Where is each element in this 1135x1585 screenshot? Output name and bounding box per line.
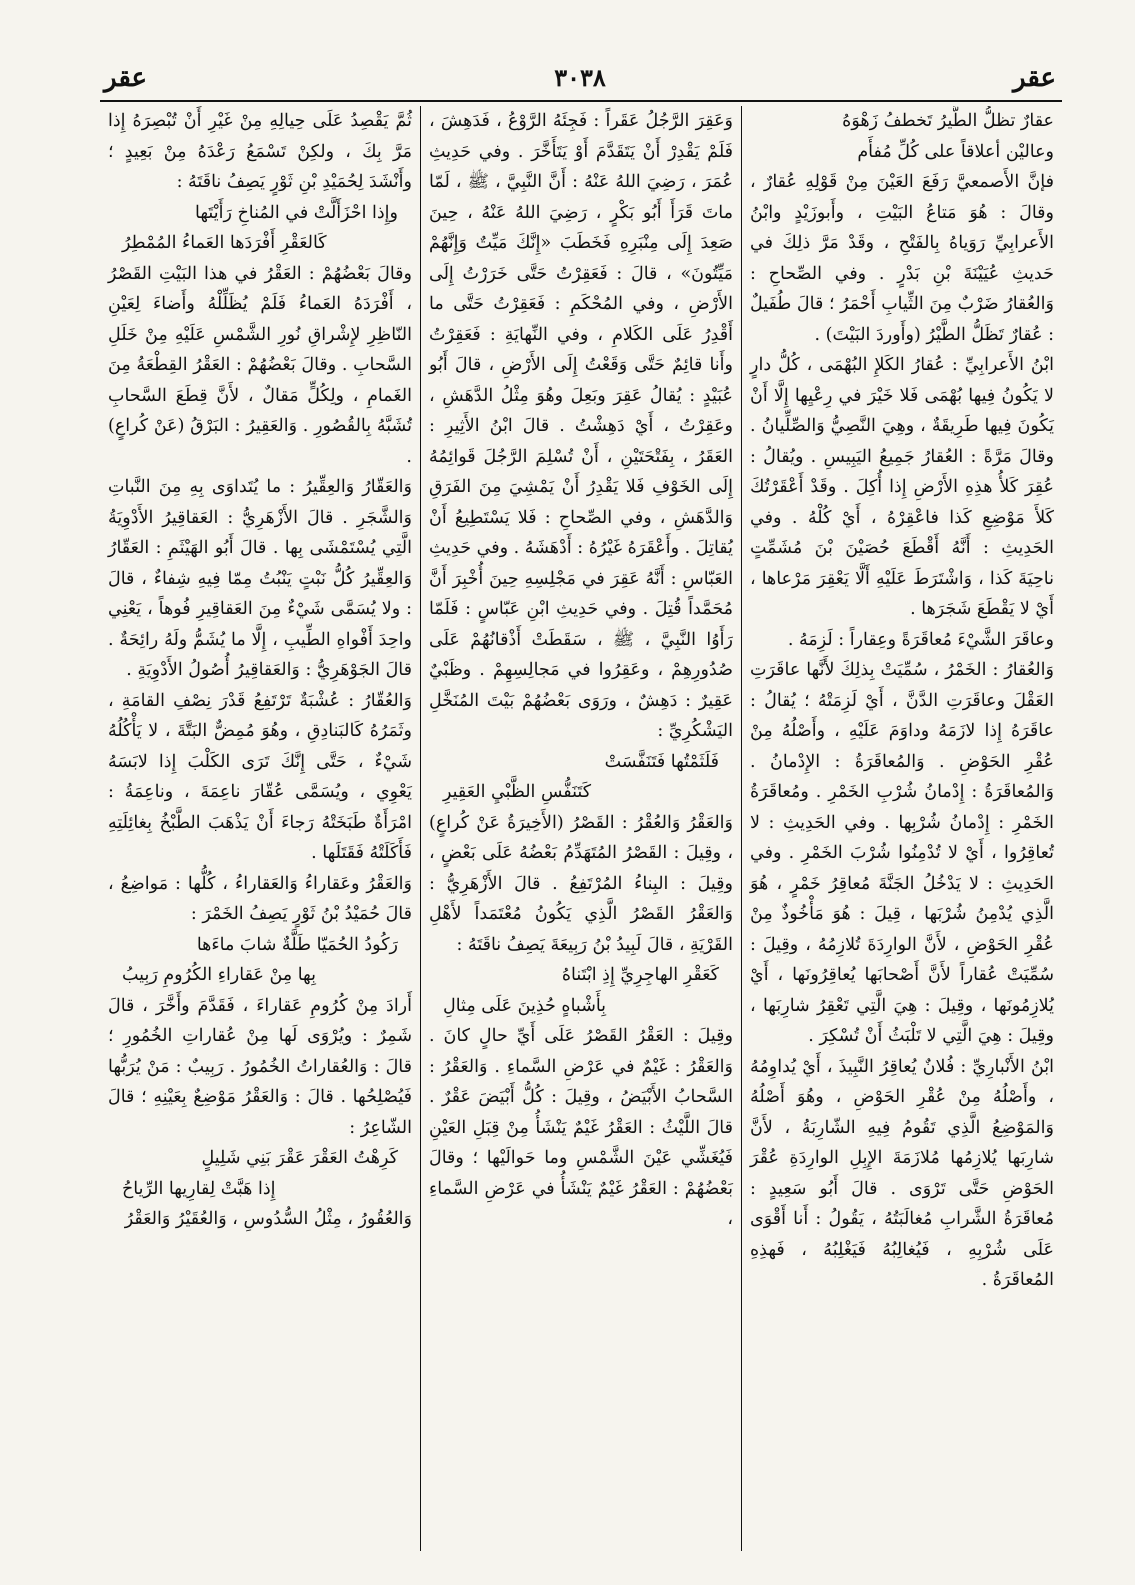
verse-second-hemistich: بِأَشْباهٍ حُذِينَ عَلَى مِثالِ (443, 995, 607, 1016)
running-headword-right: عقر (1012, 63, 1056, 93)
page-header (100, 58, 1060, 102)
entry-paragraph: وَالعَقّارُ وَالعِقِّيرُ : ما يُتَداوَى بِهِ مِنَ النَّباتِ وَالشَّجَرِ . قالَ الأَزْهَرِيُّ : العَقاقِيرُ الأَدْوِيَةُ الَّتِي يُسْتَمْشَى بِها . قالَ أَبُو الهَيْثَمِ : العَقّارُ وَالعِقِّيرُ كُلُّ نَبْتٍ يَنْبُتُ مِمّا فِيهِ شِفاءٌ ، قالَ : ولا يُسَمَّى شَيْءٌ مِنَ العَقاقِيرِ فُوهاً ، يَعْنِي واحِدَ أَفْواهِ الطِّيبِ ، إِلَّا ما يُشَمُّ ولَهُ رائِحَةٌ . قالَ الجَوْهَرِيُّ : وَالعَقاقِيرُ أُصُولُ الأَدْوِيَةِ . (108, 477, 412, 680)
column-middle (421, 106, 741, 1556)
verse (429, 960, 733, 1021)
entry-paragraph: وَالعَقْرُ وَالعُقْرُ : القَصْرُ (الأَخِيرَةُ عَنْ كُراعٍ) ، وقِيلَ : القَصْرُ المُتَهَدِّمُ بَعْضُهُ عَلَى بَعْضٍ ، وقِيلَ : البِناءُ المُرْتَفِعُ . قالَ الأَزْهَرِيُّ : وَالعَقْرُ القَصْرُ الَّذِي يَكُونُ مُعْتَمَداً لأَهْلِ القَرْيَةِ ، قالَ لَبِيدُ بْنُ رَبِيعَةَ يَصِفُ ناقَتَهُ : (429, 812, 733, 955)
verse-first-hemistich: وإِذا احْزَأَلَّتْ في المُناخِ رَأَيْتَها (195, 202, 398, 223)
entry-paragraph: وَالعَقْرُ وعَقاراءُ وَالعَقاراءُ ، كُلُّها : مَواضِعُ ، قالَ حُمَيْدُ بْنُ ثَوْرٍ يَصِفُ الخَمْرَ : (108, 873, 412, 924)
verse-first-hemistich: كَرِهْتُ العَقْرَ عَقْرَ بَنِي شَلِيلٍ (201, 1148, 398, 1168)
entry-paragraph: وَالعُقّارُ : عُشْبَةٌ تَرْتَفِعُ قَدْرَ نِصْفِ القامَةِ ، وثَمَرُهُ كَالبَنادِقِ ، وهُوَ مُمِضٌّ البَتَّةَ ، لا يَأْكُلُهُ شَيْءٌ ، حَتَّى إِنَّكَ تَرَى الكَلْبَ إِذا لابَسَهُ يَعْوِي ، ويُسَمَّى عُقّارَ ناعِمَةَ ، وناعِمَةُ : امْرَأَةٌ طَبَخَتْهُ رَجاءَ أَنْ يَذْهَبَ الطَّبْخُ بِغائِلَتِهِ فَأَكَلَتْهُ فَقَتَلَها . (108, 690, 412, 863)
running-headword-left: عقر (104, 63, 148, 93)
entry-paragraph: عقارٌ تظلُّ الطَّيرُ تَخطفُ زَهْوَهُ (842, 111, 1054, 131)
column-left (100, 106, 420, 1556)
verse-first-hemistich: فَلَثَمْتُها فَتَنَفَّسَتْ (604, 751, 719, 772)
verse (108, 198, 412, 259)
verse (429, 747, 733, 808)
verse-second-hemistich: كَتَنَفُّسِ الظَّبْيِ العَقِيرِ (443, 782, 592, 802)
verse-second-hemistich: إِذا هَبَّتْ لِقارِيها الرِّياحُ (122, 1178, 276, 1199)
entry-paragraph: ابْنُ الأَعرابِيِّ : عُقارُ الكَلإِ البُهْمَى ، كُلُّ دارٍ لا يَكُونُ فِيها بُهْمَى فَلا خَيْرَ في رِعْيِها إِلَّا أَنْ يَكُونَ فِيها طَرِيقَةٌ ، وهِيَ النَّصِيُّ وَالصِّلِّيانُ . وقالَ مَرَّةً : العُقارُ جَمِيعُ اليَبِيسِ . ويُقالُ : عُقِرَ كَلأُ هذِهِ الأَرْضِ إِذا أُكِلَ . وقَدْ أَعْقَرْتُكَ كَلأَ مَوْضِعِ كَذا فاعْقِرْهُ ، أَيْ كُلْهُ . وفي الحَدِيثِ : أَنَّهُ أَقْطَعَ حُصَيْنَ بْنَ مُشَمِّتٍ ناحِيَةَ كَذا ، وَاشْتَرَطَ عَلَيْهِ أَلَّا يَعْقِرَ مَرْعاها ، أَيْ لا يَقْطَعَ شَجَرَها . (750, 355, 1054, 619)
entry-paragraph: وعاليْن أعلاقاً على كُلِّ مُفأَم (857, 141, 1054, 162)
entry-paragraph: ثُمَّ يَقْصِدُ عَلَى حِيالِهِ مِنْ غَيْرِ أَنْ تُبْصِرَهُ إِذا مَرَّ بِكَ ، ولكِنْ تَسْمَعُ رَعْدَهُ مِنْ بَعِيدٍ ؛ وأَنْشَدَ لِحُمَيْدِ بْنِ ثَوْرٍ يَصِفُ ناقَتَهُ : (108, 111, 412, 192)
page-number: ٣٠٣٨ (554, 63, 606, 92)
header-rule (100, 100, 1062, 102)
entry-paragraph: ابْنُ الأَنْبارِيِّ : فُلانٌ يُعاقِرُ النَّبِيذَ ، أَيْ يُداوِمُهُ ، وأَصْلُهُ مِنْ عُقْرِ الحَوْضِ ، وهُوَ أَصْلُهُ وَالمَوْضِعُ الَّذِي تَقُومُ فِيهِ الشّارِبَةُ ، لأَنَّ شارِبَها يُلازِمُها مُلازَمَةَ الإِبِلِ الوارِدَةِ عُقْرَ الحَوْضِ حَتَّى تَرْوَى . قالَ أَبُو سَعِيدٍ : مُعاقَرَةُ الشَّرابِ مُغالَبَتُهُ ، يَقُولُ : أَنا أَقْوَى عَلَى شُرْبِهِ ، فَيُغالِبُهُ فَيَغْلِبُهُ ، فَهذِهِ المُعاقَرَةُ . (750, 1056, 1054, 1290)
verse (108, 1143, 412, 1204)
entry-paragraph: وقالَ بَعْضُهُمْ : العَقْرُ في هذا البَيْتِ القَصْرُ ، أَفْرَدَهُ العَماءُ فَلَمْ يُظَلِّلْهُ وأَضاءَ لِعَيْنِ النّاظِرِ لإِشْراقِ نُورِ الشَّمْسِ عَلَيْهِ مِنْ خَلَلِ السَّحابِ . وقالَ بَعْضُهُمْ : العَقْرُ القِطْعَةُ مِنَ الغَمامِ ، ولِكُلٍّ مَقالٌ ، لأَنَّ قِطَعَ السَّحابِ تُشَبَّهُ بِالقُصُورِ . وَالعَقِيرُ : البَرْقُ (عَنْ كُراعٍ) . (108, 263, 412, 467)
verse-first-hemistich: كَعَقْرِ الهاجِرِيِّ إِذِ ابْتَناهُ (561, 965, 719, 985)
entry-paragraph: وعاقَرَ الشَّيْءَ مُعاقَرَةً وعِقاراً : لَزِمَهُ . (787, 629, 1054, 650)
entry-paragraph: وَعَقِرَ الرَّجُلُ عَقَراً : فَجِئَهُ الرَّوْعُ ، فَدَهِشَ ، فَلَمْ يَقْدِرْ أَنْ يَتَقَدَّمَ أَوْ يَتَأَخَّرَ . وفي حَدِيثِ عُمَرَ ، رَضِيَ اللهُ عَنْهُ : أَنَّ النَّبِيَّ ، ﷺ ، لَمّا ماتَ قَرَأَ أَبُو بَكْرٍ ، رَضِيَ اللهُ عَنْهُ ، حِينَ صَعِدَ إِلَى مِنْبَرِهِ فَخَطَبَ «إِنَّكَ مَيِّتٌ وَإِنَّهُمْ مَيِّتُونَ» ، قالَ : فَعَقِرْتُ حَتَّى خَرَرْتُ إِلَى الأَرْضِ ، وفي المُحْكَمِ : فَعَقِرْتُ حَتَّى ما أَقْدِرُ عَلَى الكَلامِ ، وفي النِّهايَةِ : فَعَقِرْتُ وأَنا قائِمٌ حَتَّى وَقَعْتُ إِلَى الأَرْضِ ، قالَ أَبُو عُبَيْدٍ : يُقالُ عَقِرَ وبَعِلَ وهُوَ مِثْلُ الدَّهَشِ ، وعَقِرْتُ ، أَيْ دَهِشْتُ . قالَ ابْنُ الأَثِيرِ : العَقَرُ ، بِفَتْحَتَيْنِ ، أَنْ تُسْلِمَ الرَّجُلَ قَوائِمُهُ إِلَى الخَوْفِ فَلا يَقْدِرُ أَنْ يَمْشِيَ مِنَ الفَرَقِ وَالدَّهَشِ ، وفي الصِّحاحِ : فَلا يَسْتَطِيعُ أَنْ يُقاتِلَ . وأَعْقَرَهُ غَيْرُهُ : أَدْهَشَهُ . وفي حَدِيثِ العَبّاسِ : أَنَّهُ عَقِرَ في مَجْلِسِهِ حِينَ أُخْبِرَ أَنَّ مُحَمَّداً قُتِلَ . وفي حَدِيثِ ابْنِ عَبّاسٍ : فَلَمّا رَأَوُا النَّبِيَّ ، ﷺ ، سَقَطَتْ أَذْقانُهُمْ عَلَى صُدُورِهِمْ ، وعَقِرُوا في مَجالِسِهِمْ . وظَبْيٌ عَقِيرٌ : دَهِشٌ ، ورَوَى بَعْضُهُمْ بَيْتَ المُنَخَّلِ اليَشْكُرِيِّ : (429, 111, 733, 741)
entry-paragraph: أَرادَ مِنْ كُرُومِ عَقاراءَ ، فَقَدَّمَ وأَخَّرَ ، قالَ شَمِرٌ : ويُرْوَى لَها مِنْ عُقاراتِ الخُمُورِ ؛ قالَ : وَالعُقاراتُ الخُمُورُ . رَبِيبٌ : مَنْ يُرَبُّها فَيُصْلِحُها . قالَ : وَالعَقْرُ مَوْضِعٌ بِعَيْنِهِ ؛ قالَ الشّاعِرُ : (108, 995, 412, 1138)
verse-second-hemistich: بِها مِنْ عَقاراءِ الكُرُومِ رَبِيبُ (122, 965, 316, 985)
entry-paragraph: وَالعُقُورُ ، مِثْلُ السُّدُوسِ ، وَالعُقَيْرُ وَالعَقْرُ (124, 1209, 412, 1229)
entry-paragraph: وقِيلَ : العَقْرُ القَصْرُ عَلَى أَيِّ حالٍ كانَ . وَالعَقْرُ : غَيْمٌ في عَرْضِ السَّماءِ . وَالعَقْرُ : السَّحابُ الأَبْيَضُ ، وقِيلَ : كُلُّ أَبْيَضَ عَقْرٌ . قالَ اللَّيْثُ : العَقْرُ غَيْمٌ يَنْشَأُ مِنْ قِبَلِ العَيْنِ فَيُغَشِّي عَيْنَ الشَّمْسِ وما حَوالَيْها ؛ وقالَ بَعْضُهُمْ : العَقْرُ غَيْمٌ يَنْشَأُ في عَرْضِ السَّماءِ ، (429, 1026, 733, 1229)
column-right (742, 106, 1062, 1556)
entry-paragraph: فإنَّ الأَصمعيَّ رَفَعَ العَيْنَ مِنْ قَوْلِهِ عُقارٌ ، وقالَ : هُوَ مَتاعُ البَيْتِ ، وأَبوزَيْدٍ وابْنُ الأَعرابِيِّ رَوَياهُ بِالفَتْحِ ، وقَدْ مَرَّ ذلِكَ في حَديثِ عُيَيْنَةَ بْنِ بَدْرٍ . وفي الصِّحاحِ : وَالعُقارُ ضَرْبٌ مِنَ الثِّيابِ أَحْمَرُ ؛ قالَ طُفَيلٌ : عُقارٌ تَظَلُّ الطَّيْرُ (وأَوردَ البَيْتَ) . (750, 172, 1054, 345)
verse-first-hemistich: رَكُودُ الحُمَيّا طَلَّةٌ شابَ ماءَها (196, 934, 398, 955)
verse (108, 930, 412, 991)
verse-second-hemistich: كَالعَقْرِ أَفْرَدَها العَماءُ المُمْطِرُ (122, 233, 327, 253)
text-columns (100, 106, 1062, 1556)
entry-paragraph: وَالعُقارُ : الخَمْرُ ، سُمِّيَتْ بِذلِكَ لأَنَّها عاقَرَتِ العَقْلَ وعاقَرَتِ الدَّنَّ ، أَيْ لَزِمَتْهُ ؛ يُقالُ : عاقَرَهُ إِذا لازَمَهُ وداوَمَ عَلَيْهِ ، وأَصْلُهُ مِنْ عُقْرِ الحَوْضِ . وَالمُعاقَرَةُ : الإِدْمانُ . وَالمُعاقَرَةُ : إِدْمانُ شُرْبِ الخَمْرِ . ومُعاقَرَةُ الخَمْرِ : إِدْمانُ شُرْبِها . وفي الحَدِيثِ : لا تُعاقِرُوا ، أَيْ لا تُدْمِنُوا شُرْبَ الخَمْرِ . وفي الحَدِيثِ : لا يَدْخُلُ الجَنَّةَ مُعاقِرُ خَمْرٍ ، هُوَ الَّذِي يُدْمِنُ شُرْبَها ، قِيلَ : هُوَ مَأْخُوذٌ مِنْ عُقْرِ الحَوْضِ ، لأَنَّ الوارِدَةَ تُلازِمُهُ ، وقِيلَ : سُمِّيَتْ عُقاراً لأَنَّ أَصْحابَها يُعاقِرُونَها ، أَيْ يُلازِمُونَها ، وقِيلَ : هِيَ الَّتِي تَعْقِرُ شارِبَها ، وقِيلَ : هِيَ الَّتِي لا تَلْبَثُ أَنْ تُسْكِرَ . (750, 660, 1054, 1046)
